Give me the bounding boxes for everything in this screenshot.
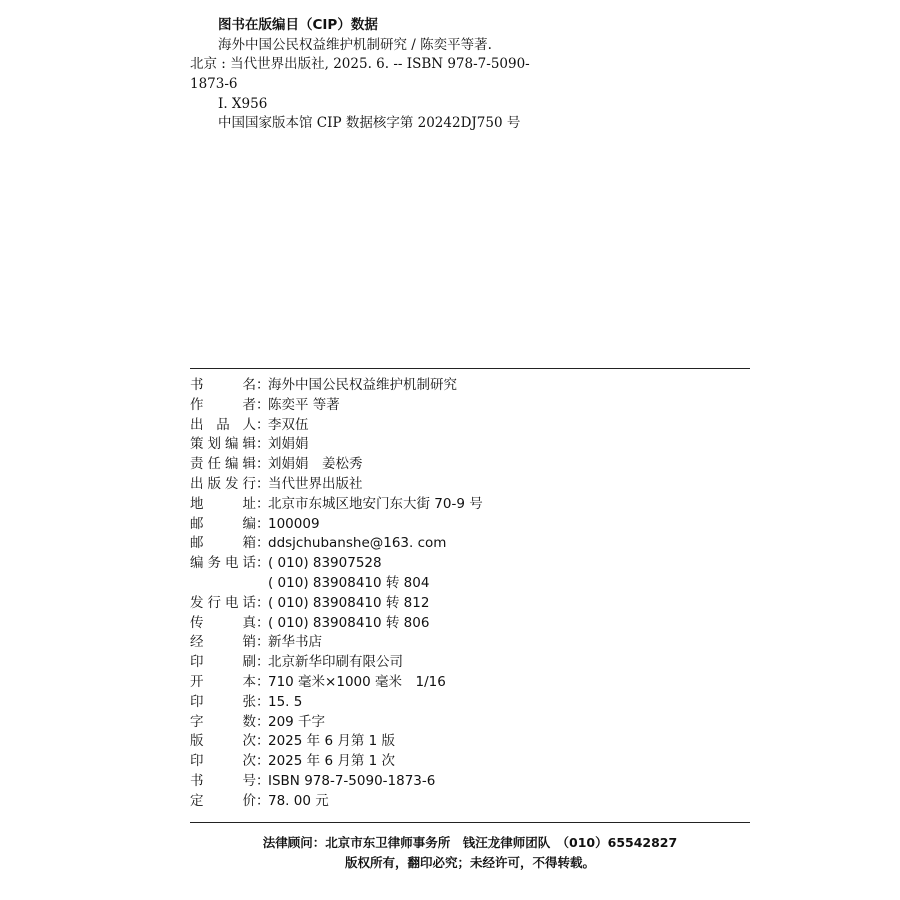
info-row [190,693,760,713]
info-label-char: 数 [242,713,256,730]
info-value: 209 千字 [268,713,326,730]
info-label-char: 出 [190,475,204,492]
info-label-char: 责 [190,456,204,473]
info-label-char: 书 [190,772,204,789]
info-label [190,693,256,713]
rights-notice-line: 版权所有，翻印必究；未经许可，不得转载。 [344,855,595,870]
info-value: ( 010) 83907528 [268,555,382,572]
info-colon: ： [256,535,270,552]
info-label [190,376,256,396]
info-value: ( 010) 83908410 转 812 [268,594,430,611]
info-value: 海外中国公民权益维护机制研究 [268,377,457,393]
info-row [190,534,760,554]
info-row [190,475,760,495]
info-label [190,752,256,772]
info-label [190,673,256,693]
cip-line-book-title: 海外中国公民权益维护机制研究 / 陈奕平等著. [218,37,492,53]
info-label [190,614,256,634]
info-label [190,534,256,554]
info-colon: ： [256,396,270,413]
info-label-char: 真 [242,614,256,631]
info-label-char: 编 [242,515,256,532]
info-label [190,633,256,653]
cip-title: 图书在版编目（CIP）数据 [218,17,378,33]
info-value: ( 010) 83908410 转 806 [268,614,430,631]
info-label-char: 次 [242,753,256,770]
info-label-char: 刷 [242,654,256,671]
info-colon [256,574,268,594]
info-label-char: 邮 [190,515,204,532]
info-row [190,396,760,416]
info-row [190,376,760,396]
info-colon: ： [256,436,270,453]
info-label-char: 话 [242,555,256,572]
info-label [190,396,256,416]
info-label-char: 邮 [190,535,204,552]
info-row [190,435,760,455]
info-value: 刘娟娟 姜松秀 [268,456,363,473]
info-label [190,732,256,752]
info-value: 北京市东城区地安门东大街 70-9 号 [268,495,483,512]
info-label [190,772,256,792]
info-label-char: 版 [207,475,221,492]
info-label-char: 行 [207,594,221,611]
info-label [190,792,256,812]
info-colon: ： [256,634,270,651]
info-label [190,416,256,436]
info-value: 当代世界出版社 [268,475,363,492]
info-label-char: 印 [190,693,204,710]
cip-line-classification: Ⅰ. X956 [218,96,268,112]
info-label-char: 编 [190,555,204,572]
info-colon: ： [256,733,270,750]
info-label [190,435,256,455]
info-colon: ： [256,713,270,730]
copyright-info-table [190,376,760,812]
info-label [190,713,256,733]
legal-counsel-line: 法律顾问：北京市东卫律师事务所 钱汪龙律师团队 （010）65542827 [262,835,678,850]
info-label-char: 辑 [242,436,256,453]
info-row [190,515,760,535]
info-label-char: 编 [225,436,239,453]
info-label-char: 编 [225,456,239,473]
info-label-char: 本 [242,673,256,690]
top-divider [190,368,750,369]
info-label [190,515,256,535]
info-label-char: 电 [225,555,239,572]
info-label-char: 发 [225,475,239,492]
info-colon: ： [256,555,270,572]
info-label-char: 策 [190,436,204,453]
info-colon: ： [256,673,270,690]
info-row [190,574,760,594]
info-label-char: 电 [225,594,239,611]
info-row [190,653,760,673]
info-row [190,713,760,733]
info-colon: ： [256,475,270,492]
info-label [190,495,256,515]
info-value: 刘娟娟 [268,436,309,453]
info-row [190,772,760,792]
info-label [190,455,256,475]
info-value: 710 毫米×1000 毫米 1/16 [268,673,446,690]
info-label [190,594,256,614]
info-colon: ： [256,377,270,393]
cip-line-verification: 中国国家版本馆 CIP 数据核字第 20242DJ750 号 [218,115,521,131]
info-label-char: 址 [242,495,256,512]
info-colon: ： [256,515,270,532]
info-value: 100009 [268,515,320,532]
info-label-char: 地 [190,495,204,512]
info-colon: ： [256,456,270,473]
info-label-char: 人 [242,416,256,433]
info-value: ddsjchubanshe@163. com [268,535,447,552]
info-colon: ： [256,654,270,671]
info-label-char: 印 [190,654,204,671]
info-value: 李双伍 [268,416,309,433]
info-colon: ： [256,772,270,789]
info-value: ISBN 978-7-5090-1873-6 [268,772,436,789]
info-label-char: 版 [190,733,204,750]
info-value: 新华书店 [268,634,322,651]
info-label-char: 行 [242,475,256,492]
cip-line-publisher: 北京 : 当代世界出版社, 2025. 6. -- ISBN 978-7-5090- [190,56,530,72]
info-label-char: 名 [242,377,256,393]
info-colon: ： [256,495,270,512]
info-label-char: 划 [207,436,221,453]
info-label-char: 作 [190,396,204,413]
info-label-char: 者 [242,396,256,413]
info-label-char: 任 [207,456,221,473]
info-row [190,752,760,772]
info-label-char: 箱 [242,535,256,552]
info-label-char: 销 [242,634,256,651]
info-label [190,574,256,594]
info-value: 陈奕平 等著 [268,396,340,413]
info-colon: ： [256,614,270,631]
info-row [190,554,760,574]
info-label-char: 出 [190,416,204,433]
info-label-char: 次 [242,733,256,750]
info-colon: ： [256,753,270,770]
bottom-divider [190,822,750,823]
info-label-char: 话 [242,594,256,611]
info-label [190,653,256,673]
info-label [190,475,256,495]
info-row [190,792,760,812]
info-value: 2025 年 6 月第 1 版 [268,733,395,750]
info-value: ( 010) 83908410 转 804 [268,574,430,591]
info-label-char: 书 [190,377,204,393]
info-value: 2025 年 6 月第 1 次 [268,753,395,770]
info-row [190,594,760,614]
info-label [190,554,256,574]
info-label-char: 经 [190,634,204,651]
info-value: 15. 5 [268,693,303,710]
info-row [190,673,760,693]
info-label-char: 传 [190,614,204,631]
info-label-char: 价 [242,792,256,809]
info-row [190,633,760,653]
info-row [190,495,760,515]
info-label-char: 务 [207,555,221,572]
info-label-char: 张 [242,693,256,710]
info-label-char: 定 [190,792,204,809]
info-value: 北京新华印刷有限公司 [268,654,403,671]
info-label-char: 印 [190,753,204,770]
info-row [190,455,760,475]
info-row [190,416,760,436]
info-label-char: 辑 [242,456,256,473]
info-colon: ： [256,416,270,433]
info-value: 78. 00 元 [268,792,329,809]
info-label-char: 开 [190,673,204,690]
cip-line-isbn-cont: 1873-6 [190,76,238,92]
info-label-char: 号 [242,772,256,789]
info-colon: ： [256,693,270,710]
info-row [190,732,760,752]
info-label-char: 品 [216,416,230,433]
info-colon: ： [256,594,270,611]
info-colon: ： [256,792,270,809]
info-label-char: 发 [190,594,204,611]
info-label-char: 字 [190,713,204,730]
info-row [190,614,760,634]
